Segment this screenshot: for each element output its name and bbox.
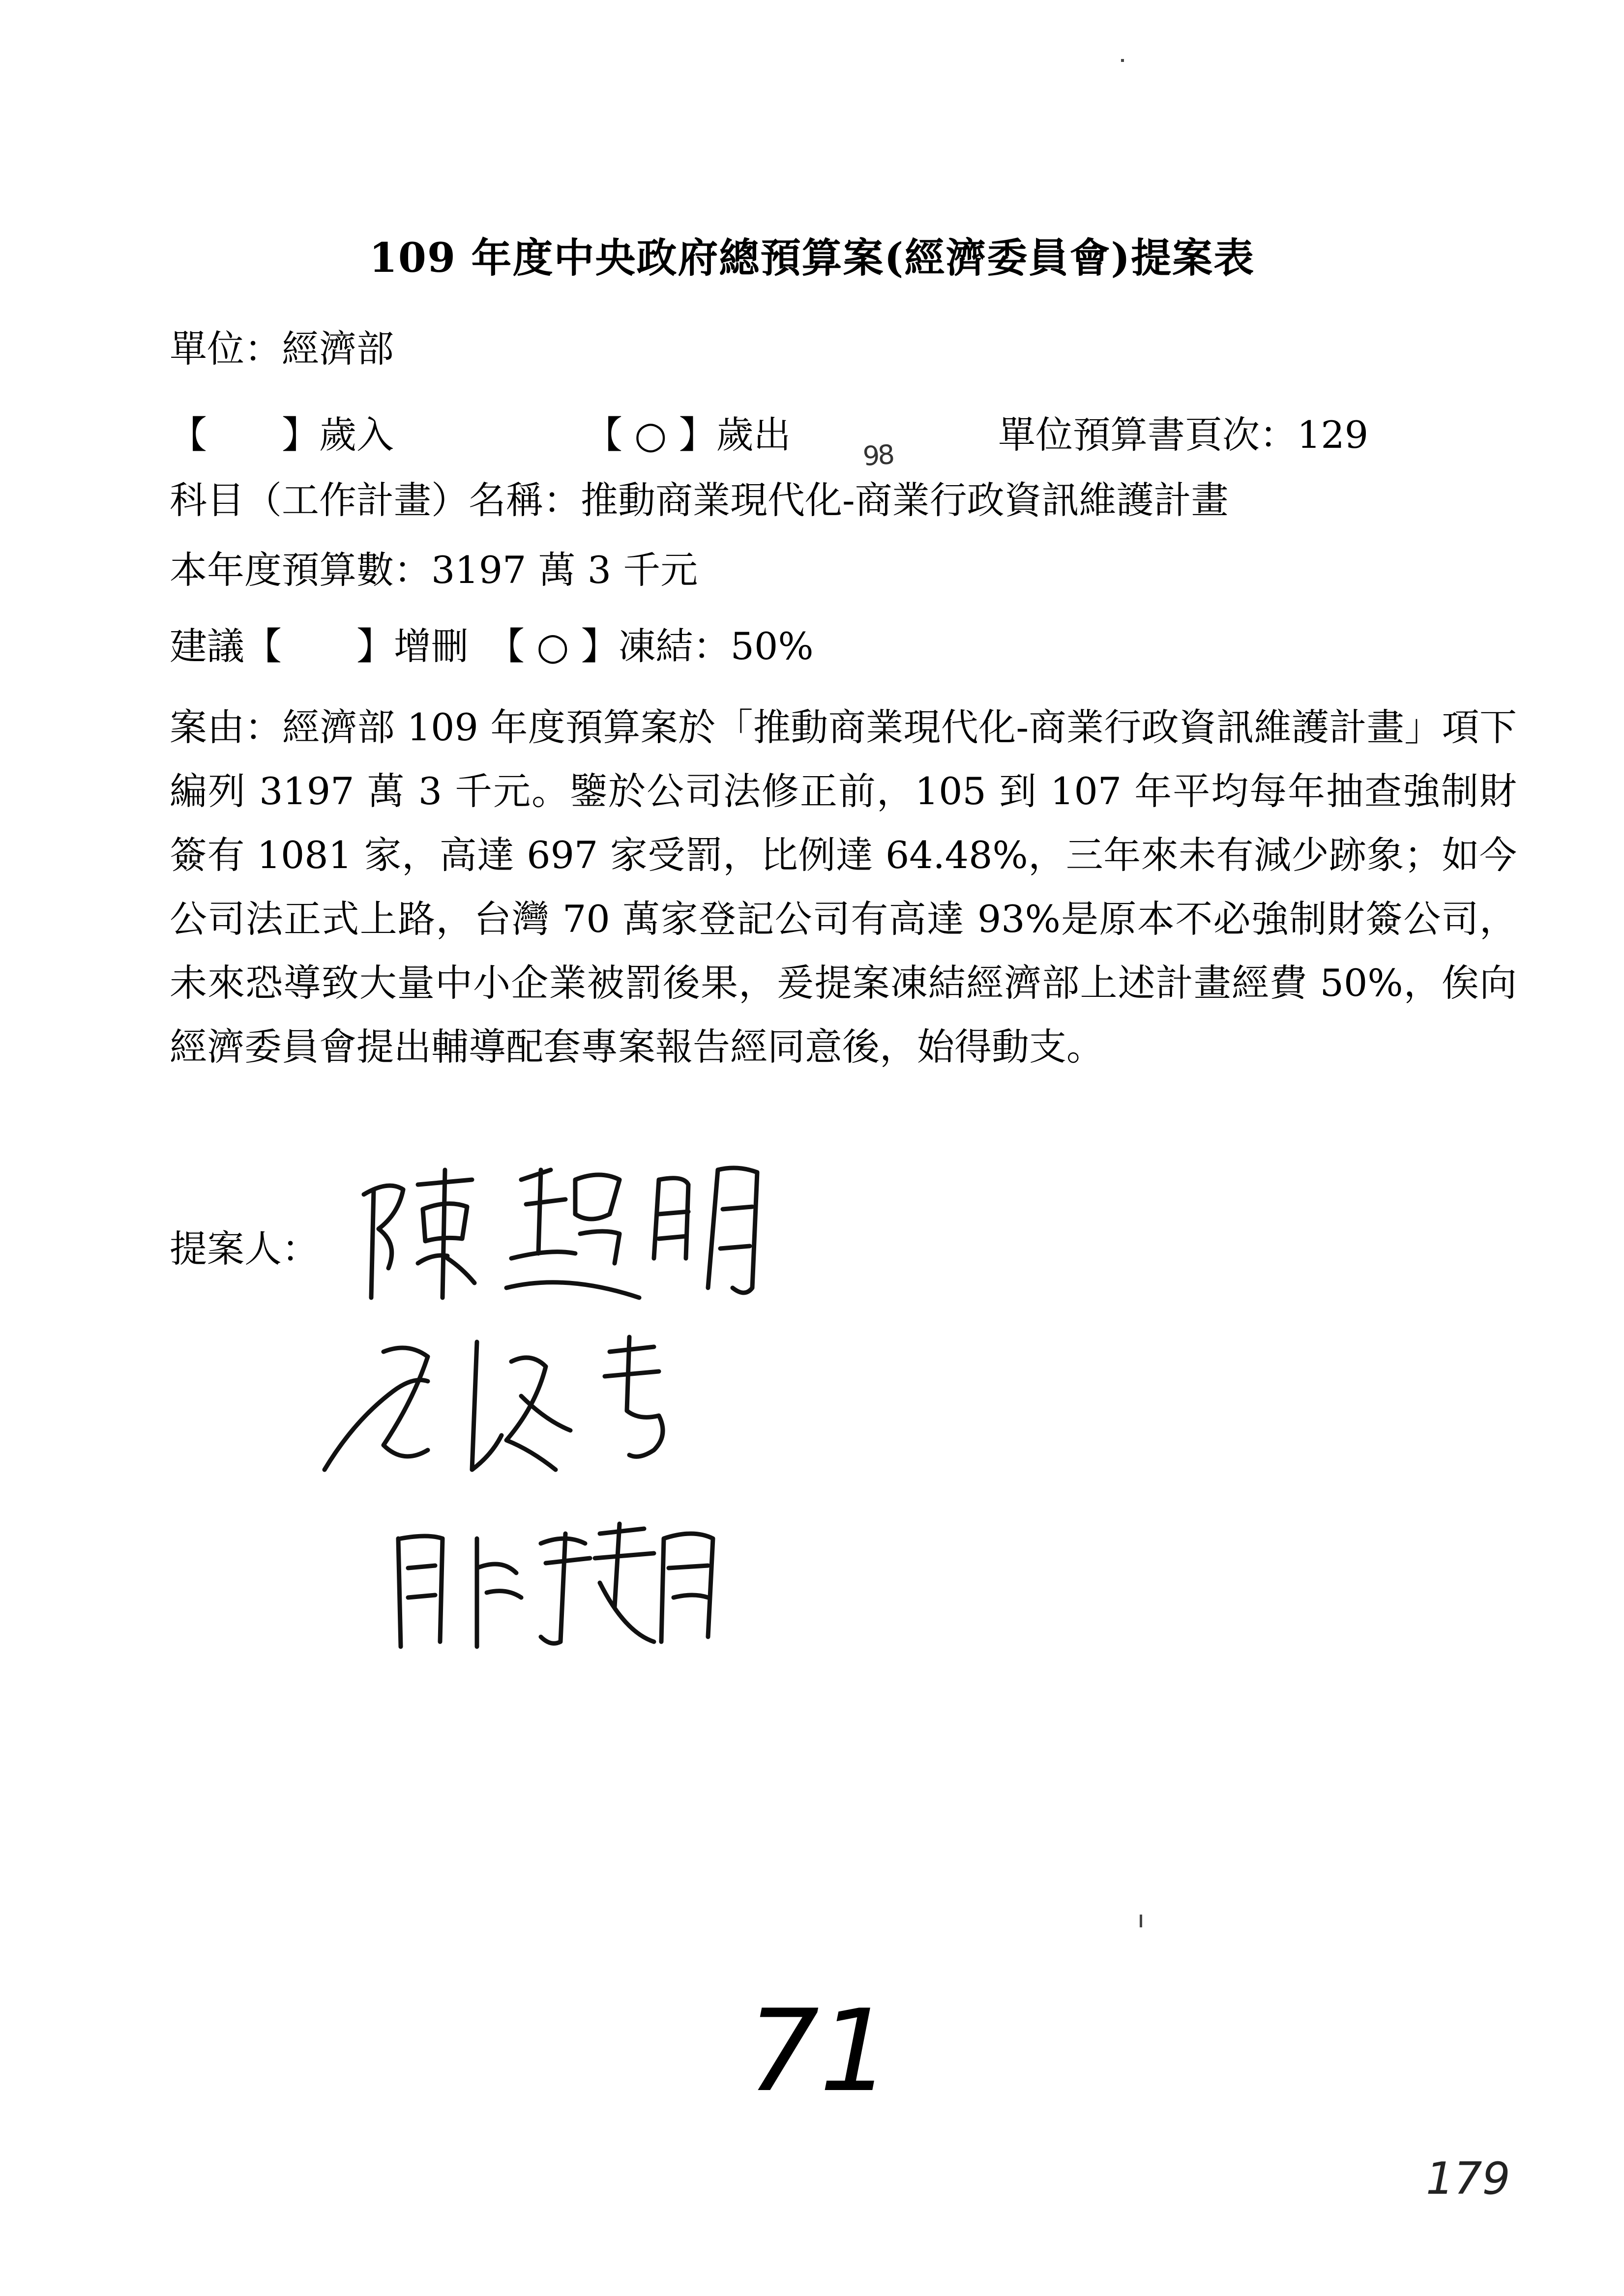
budget-row xyxy=(170,546,698,595)
suggestion-row: 建議【 】增刪 【 ○ 】凍結：50% xyxy=(170,624,814,668)
subject-label: 科目（工作計畫）名稱： xyxy=(170,478,581,522)
expense-checkbox: 【 ○ 】歲出 xyxy=(585,413,791,457)
scan-speck xyxy=(1121,59,1124,62)
subject-value: 推動商業現代化-商業行政資訊維護計畫 xyxy=(581,478,1229,522)
page-reference-label: 單位預算書頁次： xyxy=(998,413,1297,457)
unit-label: 單位： xyxy=(170,327,282,371)
unit-row xyxy=(170,324,394,374)
budget-label: 本年度預算數： xyxy=(170,548,431,592)
signature-3 xyxy=(388,1509,762,1657)
proposer-label: 提案人： xyxy=(170,1227,319,1271)
handwritten-page-number: 71 xyxy=(747,1986,891,2117)
income-checkbox: 【 】歲入 xyxy=(170,413,394,457)
page-reference-value: 129 xyxy=(1297,413,1369,457)
signature-2 xyxy=(315,1322,708,1484)
unit-value: 經濟部 xyxy=(282,327,394,371)
signature-1 xyxy=(344,1150,816,1317)
handwritten-corner-number: 179 xyxy=(1426,2153,1510,2205)
subject-row xyxy=(170,476,1229,525)
reason-paragraph: 案由：經濟部 109 年度預算案於「推動商業現代化-商業行政資訊維護計畫」項下編列 3197 萬 3 千元。鑒於公司法修正前，105 到 107 年平均每年抽查強制財簽有 1081 家，高達 697 家受罰，比例達 64.48%，三年來未有減少跡象；如今公司法正式上路，台灣 70 萬家登記公司有高達 93%是原本不必強制財簽公司，未來恐導致大量中小企業被罰後果，爰提案凍結經濟部上述計畫經費 50%，俟向經濟委員會提出輔導配套專案報告經同意後，始得動支。 xyxy=(170,705,1517,1069)
scan-speck xyxy=(1140,1915,1142,1927)
document-title: 109 年度中央政府總預算案(經濟委員會)提案表 xyxy=(369,234,1255,282)
budget-value: 3197 萬 3 千元 xyxy=(431,548,698,592)
handwritten-page-note: 98 xyxy=(861,438,894,472)
page-reference xyxy=(998,410,1368,460)
